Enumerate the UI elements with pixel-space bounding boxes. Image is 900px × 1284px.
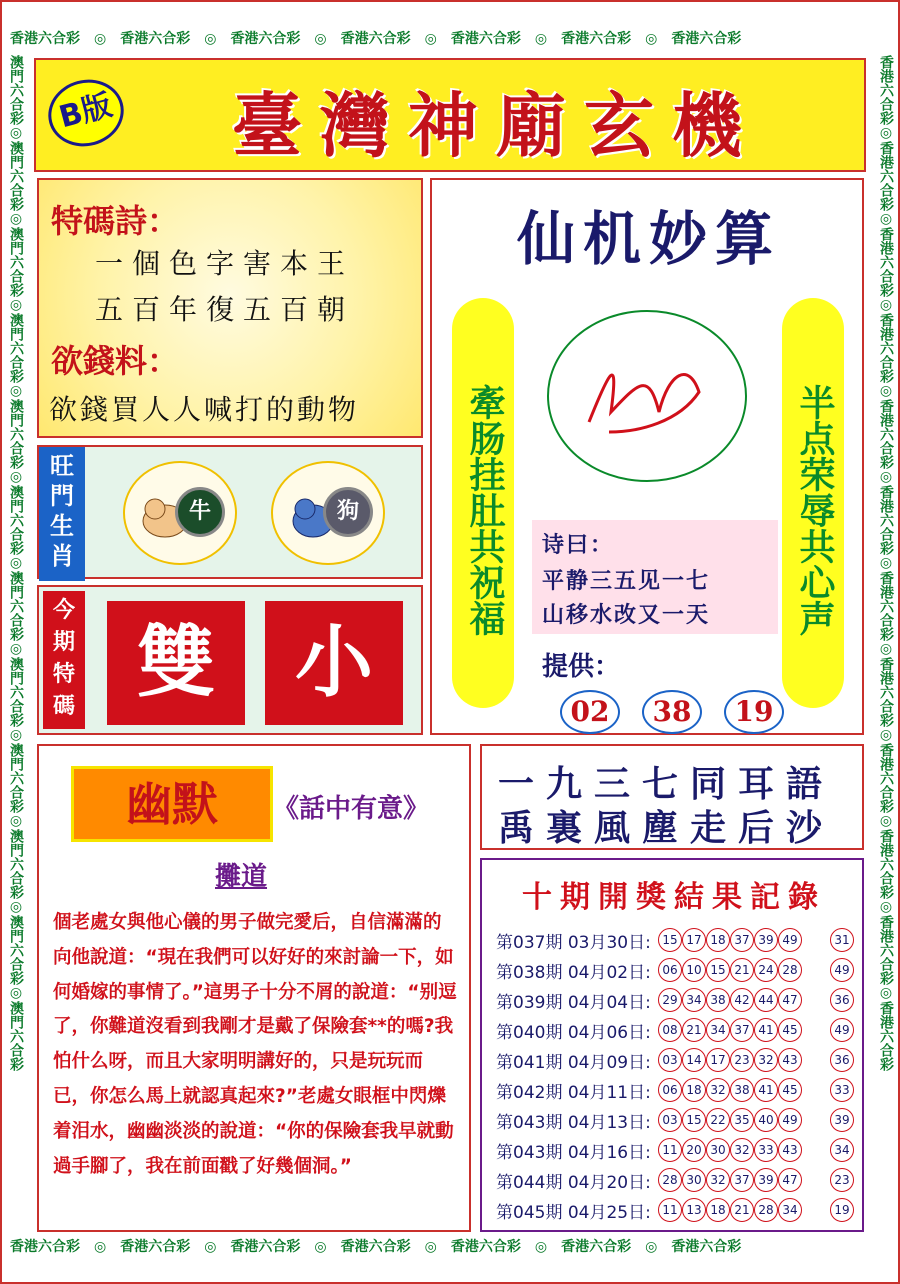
result-ball: 40 — [754, 1108, 778, 1132]
riddle-line: 禹裏風塵走后沙 — [498, 808, 835, 849]
result-ball: 11 — [658, 1198, 682, 1222]
result-ball: 18 — [682, 1078, 706, 1102]
right-verse-pill: 半点荣辱共心声 — [782, 298, 844, 708]
result-ball: 41 — [754, 1018, 778, 1042]
right-border-band: 香港六合彩◎香港六合彩◎香港六合彩◎香港六合彩◎香港六合彩◎香港六合彩◎香港六合彩◎香港六合彩◎香港六合彩◎香港六合彩◎香港六合彩◎香港六合彩 — [878, 55, 894, 1071]
border-text: 香港六合彩 — [878, 399, 894, 469]
result-row — [496, 1076, 866, 1104]
border-text: 香港六合彩 — [561, 31, 632, 47]
side-text: 澳門六合彩 — [8, 141, 24, 211]
result-ball: 43 — [778, 1048, 802, 1072]
result-ball: 11 — [658, 1138, 682, 1162]
border-text: 香港六合彩 — [10, 1239, 80, 1255]
border-text: 香港六合彩 — [878, 55, 894, 125]
border-text: 香港六合彩 — [561, 1239, 632, 1255]
header-banner — [34, 58, 866, 172]
result-ball: 32 — [754, 1048, 778, 1072]
side-text: 澳門六合彩 — [8, 915, 24, 985]
special-value-double: 雙 — [107, 601, 245, 725]
border-text: 香港六合彩 — [878, 829, 894, 899]
story-text: 個老處女與他心儀的男子做完愛后，自信滿滿的向他說道：“現在我們可以好好的來討論一下，如何婚嫁的事情了。”這男子十分不屑的說道：“别逗了，你難道沒看到我剛才是戴了保險套**的嗎?我怕什么呀，而且大家明明講好的，只是玩玩而已，你怎么馬上就認真起來?”老處女眼框中閃爍着泪水，幽幽淡淡的說道：“你的保險套我早就動過手腳了，我在前面戳了好幾個洞。” — [53, 912, 457, 1177]
result-ball: 03 — [658, 1108, 682, 1132]
special-ball: 19 — [830, 1198, 854, 1222]
ox-illustration — [123, 461, 237, 565]
draw-label: 第045期 04月25日: — [496, 1203, 651, 1223]
result-ball: 38 — [730, 1078, 754, 1102]
result-ball: 18 — [706, 1198, 730, 1222]
results-panel — [480, 858, 864, 1232]
side-text: 澳門六合彩 — [8, 829, 24, 899]
side-text: 澳門六合彩 — [8, 743, 24, 813]
result-ball: 10 — [682, 958, 706, 982]
result-ball: 24 — [754, 958, 778, 982]
result-ball: 13 — [682, 1198, 706, 1222]
signature-circle — [547, 310, 747, 482]
border-text: 香港六合彩 — [230, 1239, 301, 1255]
result-ball: 28 — [778, 958, 802, 982]
special-ball: 49 — [830, 958, 854, 982]
result-ball: 45 — [778, 1078, 802, 1102]
result-row — [496, 1136, 866, 1164]
result-ball: 34 — [682, 988, 706, 1012]
draw-label: 第039期 04月04日: — [496, 993, 651, 1013]
result-ball: 35 — [730, 1108, 754, 1132]
draw-label: 第041期 04月09日: — [496, 1053, 651, 1073]
result-row — [496, 1046, 866, 1074]
result-ball: 14 — [682, 1048, 706, 1072]
signature-icon — [549, 312, 745, 480]
side-text: 澳門六合彩 — [8, 227, 24, 297]
result-ball: 32 — [706, 1078, 730, 1102]
result-row — [496, 956, 866, 984]
humor-panel — [37, 744, 471, 1232]
border-text: 香港六合彩 — [120, 31, 191, 47]
draw-label: 第042期 04月11日: — [496, 1083, 651, 1103]
result-ball: 39 — [754, 1168, 778, 1192]
number-ball: 38 — [642, 690, 702, 734]
result-ball: 30 — [706, 1138, 730, 1162]
special-ball: 34 — [830, 1138, 854, 1162]
result-ball: 32 — [730, 1138, 754, 1162]
result-ball: 47 — [778, 988, 802, 1012]
result-row — [496, 1196, 866, 1224]
border-text: 香港六合彩 — [10, 31, 80, 47]
border-text: 香港六合彩 — [878, 1001, 894, 1071]
result-row — [496, 1016, 866, 1044]
ox-coin: 牛 — [175, 487, 225, 537]
result-ball: 37 — [730, 1018, 754, 1042]
result-ball: 15 — [682, 1108, 706, 1132]
border-text: 香港六合彩 — [878, 141, 894, 211]
border-text: 香港六合彩 — [450, 1239, 521, 1255]
result-ball: 42 — [730, 988, 754, 1012]
number-ball: 02 — [560, 690, 620, 734]
special-ball: 23 — [830, 1168, 854, 1192]
result-ball: 43 — [778, 1138, 802, 1162]
xianji-title: 仙机妙算 — [516, 205, 781, 273]
humor-logo: 幽默 — [71, 766, 273, 842]
special-ball: 36 — [830, 988, 854, 1012]
border-text: 香港六合彩 — [878, 657, 894, 727]
poem-line: 五百年復五百朝 — [95, 293, 355, 326]
special-code-panel — [37, 585, 423, 735]
result-ball: 39 — [754, 928, 778, 952]
result-ball: 21 — [730, 958, 754, 982]
border-text: 香港六合彩 — [878, 227, 894, 297]
result-ball: 45 — [778, 1018, 802, 1042]
border-text: 香港六合彩 — [450, 31, 521, 47]
result-row — [496, 1166, 866, 1194]
left-verse-pill: 牽肠挂肚共祝福 — [452, 298, 514, 708]
result-ball: 22 — [706, 1108, 730, 1132]
border-text: 香港六合彩 — [340, 31, 411, 47]
result-ball: 20 — [682, 1138, 706, 1162]
result-ball: 17 — [706, 1048, 730, 1072]
left-border-band: 澳門六合彩◎澳門六合彩◎澳門六合彩◎澳門六合彩◎澳門六合彩◎澳門六合彩◎澳門六合彩◎澳門六合彩◎澳門六合彩◎澳門六合彩◎澳門六合彩◎澳門六合彩 — [8, 55, 24, 1071]
special-ball: 49 — [830, 1018, 854, 1042]
result-ball: 34 — [778, 1198, 802, 1222]
border-text: 香港六合彩 — [671, 1239, 742, 1255]
poem-heading: 特碼詩： — [51, 202, 180, 240]
side-text: 澳門六合彩 — [8, 657, 24, 727]
result-ball: 47 — [778, 1168, 802, 1192]
result-ball: 37 — [730, 928, 754, 952]
story-title: 攤道 — [215, 862, 268, 892]
side-text: 澳門六合彩 — [8, 571, 24, 641]
border-text: 香港六合彩 — [340, 1239, 411, 1255]
draw-label: 第044期 04月20日: — [496, 1173, 651, 1193]
verse-heading: 诗曰： — [542, 533, 615, 558]
result-ball: 06 — [658, 958, 682, 982]
result-row — [496, 986, 866, 1014]
result-ball: 23 — [730, 1048, 754, 1072]
special-ball: 33 — [830, 1078, 854, 1102]
riddle-panel — [480, 744, 864, 850]
result-ball: 44 — [754, 988, 778, 1012]
result-ball: 49 — [778, 928, 802, 952]
draw-label: 第040期 04月06日: — [496, 1023, 651, 1043]
border-text: 香港六合彩 — [878, 313, 894, 383]
result-ball: 03 — [658, 1048, 682, 1072]
result-ball: 49 — [778, 1108, 802, 1132]
result-ball: 38 — [706, 988, 730, 1012]
result-ball: 15 — [658, 928, 682, 952]
border-text: 香港六合彩 — [878, 571, 894, 641]
provide-label: 提供： — [542, 652, 621, 682]
result-ball: 34 — [706, 1018, 730, 1042]
top-border-band: 香港六合彩 ◎ 香港六合彩 ◎ 香港六合彩 ◎ 香港六合彩 ◎ 香港六合彩 ◎ 香港六合彩 ◎ 香港六合彩 — [10, 31, 742, 47]
draw-label: 第038期 04月02日: — [496, 963, 651, 983]
xianji-panel — [430, 178, 864, 735]
poem-line: 一個色字害本王 — [95, 247, 355, 280]
special-label: 今期特碼 — [43, 591, 85, 729]
result-ball: 37 — [730, 1168, 754, 1192]
special-ball: 39 — [830, 1108, 854, 1132]
result-ball: 29 — [658, 988, 682, 1012]
verse-line: 平静三五见一七 — [542, 569, 711, 594]
result-ball: 41 — [754, 1078, 778, 1102]
poem-panel — [37, 178, 423, 438]
result-ball: 18 — [706, 928, 730, 952]
border-text: 香港六合彩 — [878, 743, 894, 813]
result-ball: 08 — [658, 1018, 682, 1042]
page-title: 臺灣神廟玄機 — [232, 84, 760, 167]
number-ball: 19 — [724, 690, 784, 734]
result-row — [496, 1106, 866, 1134]
verse-line: 山移水改又一天 — [542, 603, 711, 628]
special-ball: 31 — [830, 928, 854, 952]
result-ball: 06 — [658, 1078, 682, 1102]
border-text: 香港六合彩 — [671, 31, 742, 47]
lucky-zodiac-panel — [37, 445, 423, 579]
special-value-small: 小 — [265, 601, 403, 725]
result-ball: 33 — [754, 1138, 778, 1162]
verse-box — [532, 520, 778, 634]
version-badge: B版 — [41, 71, 131, 154]
draw-label: 第037期 03月30日: — [496, 933, 651, 953]
dog-illustration — [271, 461, 385, 565]
side-text: 澳門六合彩 — [8, 313, 24, 383]
border-text: 香港六合彩 — [120, 1239, 191, 1255]
result-ball: 28 — [754, 1198, 778, 1222]
riddle-line: 一九三七同耳語 — [498, 764, 835, 805]
draw-label: 第043期 04月13日: — [496, 1113, 651, 1133]
money-heading: 欲錢料： — [51, 342, 180, 380]
result-ball: 21 — [730, 1198, 754, 1222]
border-text: 香港六合彩 — [230, 31, 301, 47]
side-text: 澳門六合彩 — [8, 485, 24, 555]
dog-coin: 狗 — [323, 487, 373, 537]
bottom-border-band: 香港六合彩 ◎ 香港六合彩 ◎ 香港六合彩 ◎ 香港六合彩 ◎ 香港六合彩 ◎ 香港六合彩 ◎ 香港六合彩 — [10, 1239, 742, 1255]
result-ball: 21 — [682, 1018, 706, 1042]
money-line: 欲錢買人人喊打的動物 — [49, 393, 360, 426]
result-ball: 17 — [682, 928, 706, 952]
border-text: 香港六合彩 — [878, 485, 894, 555]
zodiac-label: 旺門生肖 — [39, 447, 85, 581]
humor-subtitle: 《話中有意》 — [273, 794, 430, 824]
border-text: 香港六合彩 — [878, 915, 894, 985]
results-title: 十期開獎結果記錄 — [522, 880, 826, 915]
side-text: 澳門六合彩 — [8, 399, 24, 469]
result-ball: 30 — [682, 1168, 706, 1192]
draw-label: 第043期 04月16日: — [496, 1143, 651, 1163]
side-text: 澳門六合彩 — [8, 55, 24, 125]
result-ball: 15 — [706, 958, 730, 982]
result-ball: 28 — [658, 1168, 682, 1192]
result-ball: 32 — [706, 1168, 730, 1192]
result-row — [496, 926, 866, 954]
side-text: 澳門六合彩 — [8, 1001, 24, 1071]
special-ball: 36 — [830, 1048, 854, 1072]
